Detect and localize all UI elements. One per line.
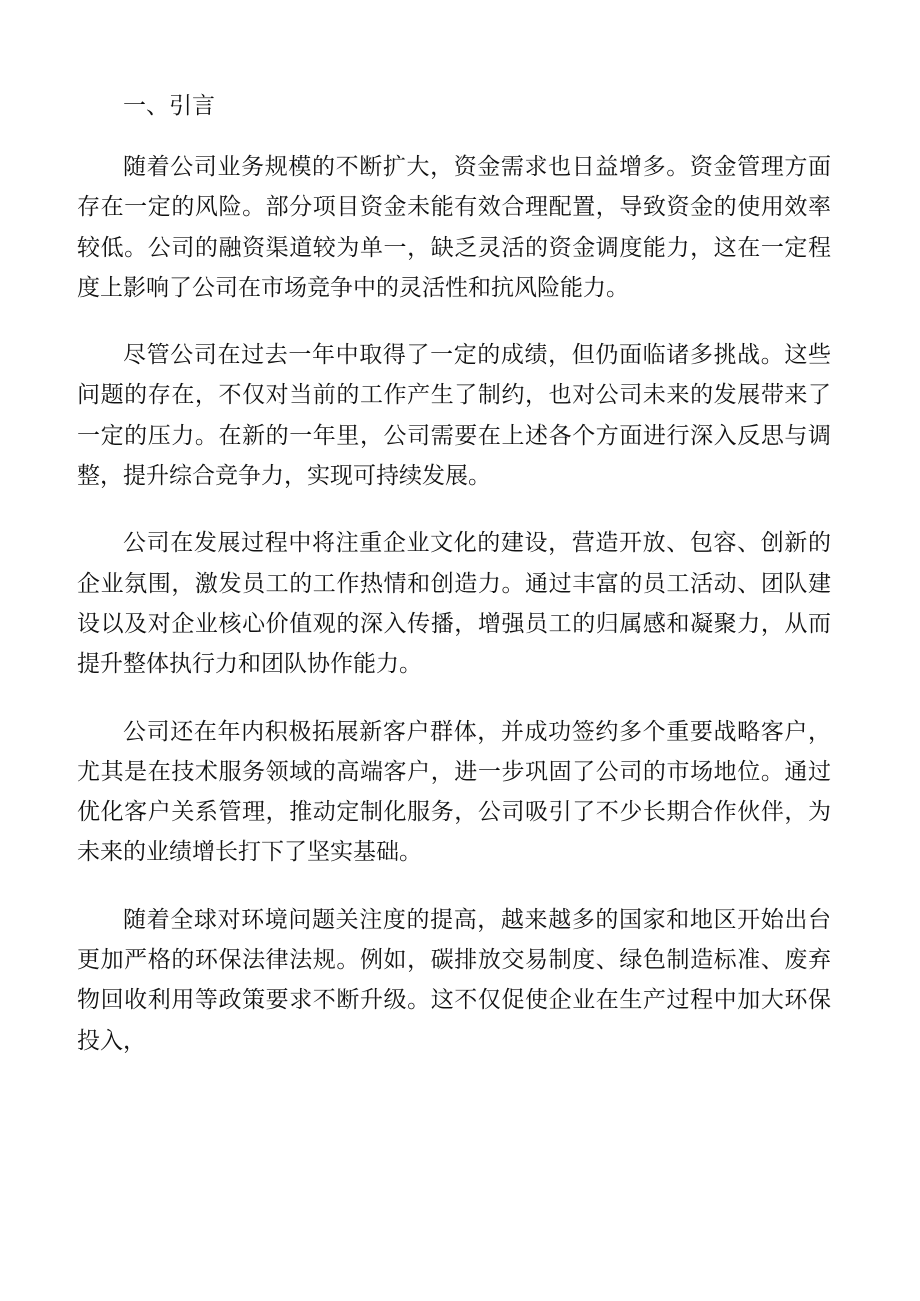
paragraph-environmental-regulation: 随着全球对环境问题关注度的提高，越来越多的国家和地区开始出台更加严格的环保法律法规。例如，碳排放交易制度、绿色制造标准、废弃物回收利用等政策要求不断升级。这不仅促使企业在生产过程中加大环保投入，	[77, 906, 831, 1054]
section-heading: 一、引言	[123, 93, 215, 119]
paragraph-corporate-culture: 公司在发展过程中将注重企业文化的建设，营造开放、包容、创新的企业氛围，激发员工的工作热情和创造力。通过丰富的员工活动、团队建设以及对企业核心价值观的深入传播，增强员工的归属感和凝聚力，从而提升整体执行力和团队协作能力。	[77, 530, 831, 678]
paragraph-challenges: 尽管公司在过去一年中取得了一定的成绩，但仍面临诸多挑战。这些问题的存在，不仅对当前的工作产生了制约，也对公司未来的发展带来了一定的压力。在新的一年里，公司需要在上述各个方面进行深入反思与调整，提升综合竞争力，实现可持续发展。	[77, 342, 831, 490]
paragraph-funding-risk: 随着公司业务规模的不断扩大，资金需求也日益增多。资金管理方面存在一定的风险。部分项目资金未能有效合理配置，导致资金的使用效率较低。公司的融资渠道较为单一，缺乏灵活的资金调度能力，这在一定程度上影响了公司在市场竞争中的灵活性和抗风险能力。	[77, 154, 831, 301]
document-body	[77, 88, 831, 1061]
paragraph-new-clients: 公司还在年内积极拓展新客户群体，并成功签约多个重要战略客户，尤其是在技术服务领域的高端客户，进一步巩固了公司的市场地位。通过优化客户关系管理，推动定制化服务，公司吸引了不少长期合作伙伴，为未来的业绩增长打下了坚实基础。	[77, 718, 831, 866]
